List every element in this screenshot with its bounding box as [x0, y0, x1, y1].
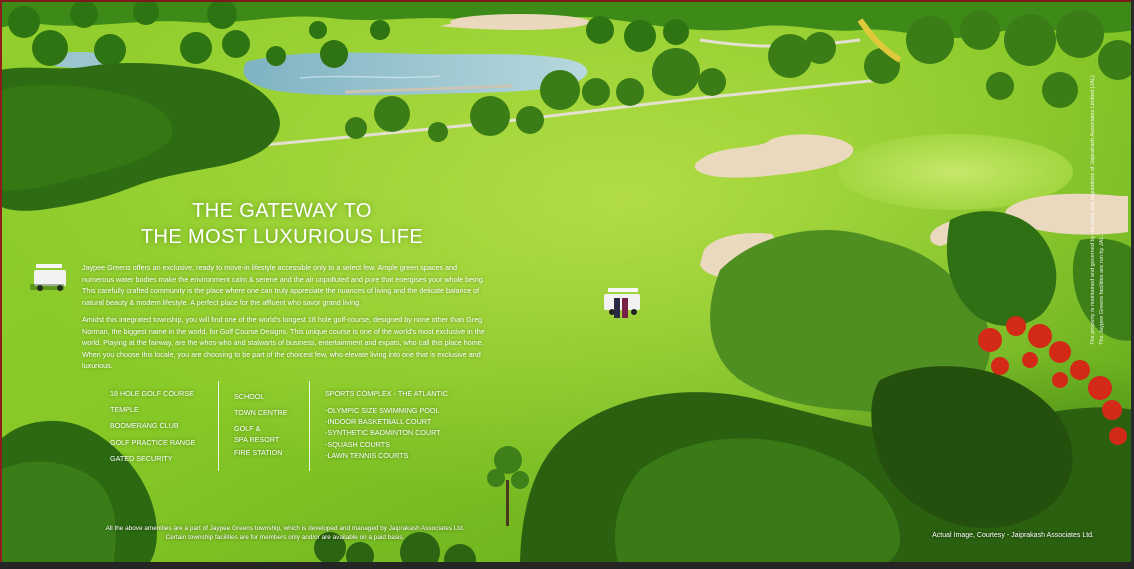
intro-paragraph-2: Amidst this integrated township, you will find one of the world's longest 18 hole golf-course, designed by none other than Greg Norman, the biggest name in the world, for Golf Course Designs. This unique course is one of the world's most exclusive in the world. Playing at the fairway, are the whos-who and stalwarts of business, entertainment and expats, who call this place home. When you choose this locale, you are choosing to be part of the choicest few, who elevate living into one that is exclusive and luxurious.: [82, 315, 485, 371]
amenity-heading: SPORTS COMPLEX - THE ATLANTIC: [325, 389, 449, 398]
side-legal-note-line-1: The property is maintained and governed by the rules and regulations of Jaiprakash Associates Limited (JAL): [1090, 75, 1096, 345]
amenity-item: GATED SECURITY: [110, 453, 173, 463]
amenity-item: -SQUASH COURTS: [325, 439, 390, 449]
frame-edge-top: [0, 0, 1134, 2]
amenity-item: TEMPLE: [110, 405, 139, 415]
amenity-item: 18 HOLE GOLF COURSE: [110, 389, 194, 398]
frame-edge-bottom: [0, 562, 1134, 569]
side-legal-note-line-2: The Jaypee Greens facilities are run by JAL.: [1099, 234, 1105, 345]
image-credit: Actual Image, Courtesy - Jaiprakash Associates Ltd.: [932, 532, 1094, 539]
amenity-item: -LAWN TENNIS COURTS: [325, 450, 409, 460]
amenity-item: SCHOOL: [234, 392, 265, 401]
disclaimer-line-2: Certain township facilities are for members only and/or are available on a paid basis.: [165, 534, 405, 541]
frame-edge-left: [0, 0, 2, 569]
amenity-item: GOLF PRACTICE RANGE: [110, 437, 196, 447]
headline-line-2: THE MOST LUXURIOUS LIFE: [140, 226, 424, 248]
amenity-item: -OLYMPIC SIZE SWIMMING POOL: [325, 406, 440, 415]
amenity-item: -SYNTHETIC BADMINTON COURT: [325, 428, 441, 438]
intro-paragraph-1: Jaypee Greens offers an exclusive, ready to move-in lifestyle accessible only to a select few. Ample green spaces and numerous water bodies make the environment calm & serene and the air unpolluted and pure that energises your whole being. This carefully crafted community is the place where one can truly appreciate the nuances of living and the delicate balance of natural beauty & modern lifestyle. A perfect place for the affluent who savor grand living.: [82, 263, 485, 307]
amenity-item: BOOMERANG CLUB: [110, 421, 179, 431]
amenity-item: GOLF & SPA RESORT: [234, 424, 280, 444]
amenity-item: FIRE STATION: [234, 448, 283, 457]
disclaimer-line-1: All the above amenities are a part of Jaypee Greens township, which is developed and managed by Jaiprakash Associates Ltd.: [105, 525, 465, 532]
amenity-item: -INDOOR BASKETBALL COURT: [325, 417, 432, 427]
headline-line-1: THE GATEWAY TO: [192, 200, 372, 222]
amenity-item: TOWN CENTRE: [234, 408, 288, 417]
